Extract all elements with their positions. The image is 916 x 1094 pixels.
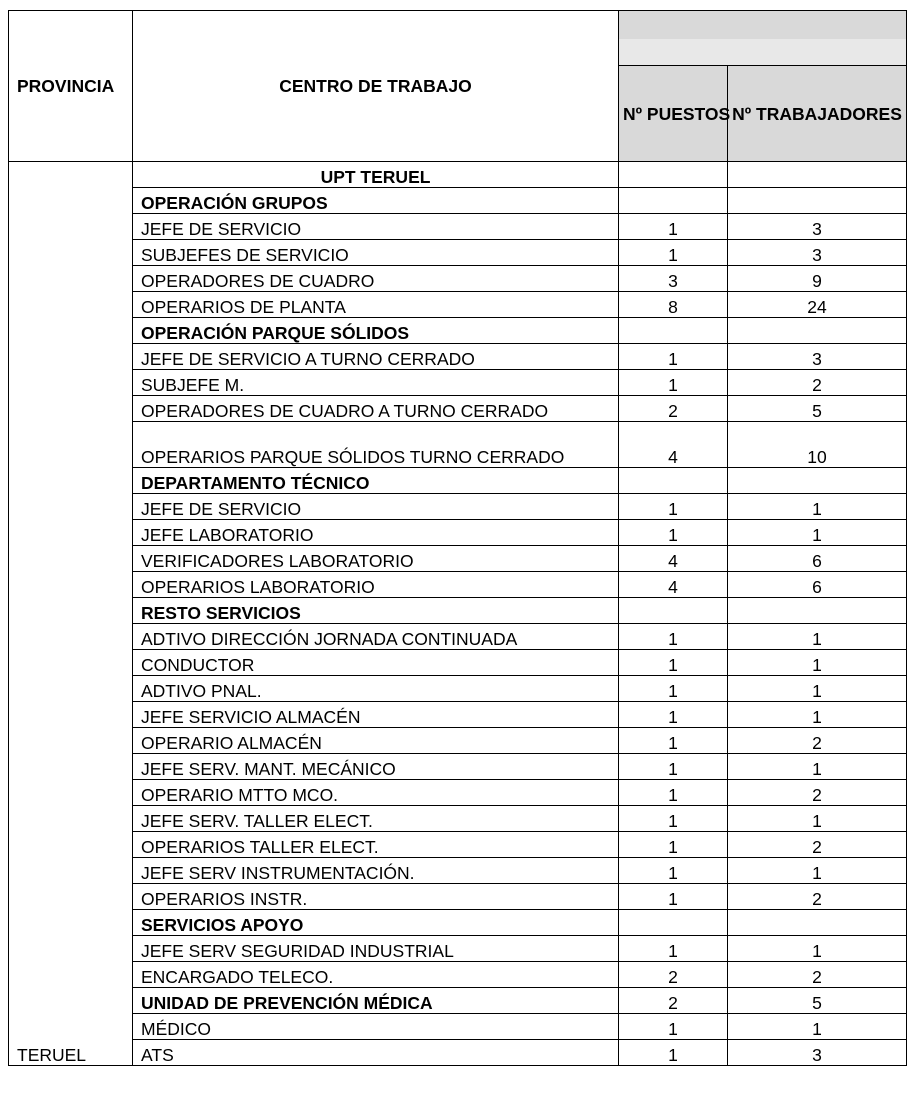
puestos-cell: 1 xyxy=(619,1040,728,1066)
section-label: RESTO SERVICIOS xyxy=(133,598,619,624)
puestos-cell: 1 xyxy=(619,370,728,396)
trabajadores-cell: 24 xyxy=(728,292,907,318)
table-row xyxy=(9,650,907,676)
trabajadores-cell: 3 xyxy=(728,240,907,266)
trabajadores-cell xyxy=(728,162,907,188)
trabajadores-cell xyxy=(728,318,907,344)
row-label: UPT TERUEL xyxy=(133,162,619,188)
trabajadores-cell xyxy=(728,188,907,214)
puestos-cell: 2 xyxy=(619,988,728,1014)
personnel-table xyxy=(8,10,907,1066)
puestos-cell: 1 xyxy=(619,832,728,858)
table-row xyxy=(9,240,907,266)
puestos-cell xyxy=(619,318,728,344)
table-row xyxy=(9,1014,907,1040)
trabajadores-header: Nº TRABAJADORES xyxy=(728,66,907,162)
trabajadores-cell: 1 xyxy=(728,806,907,832)
row-label: JEFE SERV. TALLER ELECT. xyxy=(133,806,619,832)
row-label: VERIFICADORES LABORATORIO xyxy=(133,546,619,572)
row-label: SUBJEFE M. xyxy=(133,370,619,396)
section-label: SERVICIOS APOYO xyxy=(133,910,619,936)
puestos-cell: 1 xyxy=(619,884,728,910)
puestos-cell: 4 xyxy=(619,422,728,468)
puestos-cell: 1 xyxy=(619,858,728,884)
provincia-cell: TERUEL xyxy=(9,162,133,1066)
puestos-cell: 1 xyxy=(619,650,728,676)
section-label: OPERACIÓN PARQUE SÓLIDOS xyxy=(133,318,619,344)
row-label: OPERARIO ALMACÉN xyxy=(133,728,619,754)
trabajadores-cell: 2 xyxy=(728,728,907,754)
header-row-top xyxy=(9,11,907,66)
trabajadores-cell: 5 xyxy=(728,988,907,1014)
section-label: DEPARTAMENTO TÉCNICO xyxy=(133,468,619,494)
trabajadores-cell: 6 xyxy=(728,572,907,598)
table-row xyxy=(9,520,907,546)
centro-header: CENTRO DE TRABAJO xyxy=(133,11,619,162)
table-row xyxy=(9,162,907,188)
table-row xyxy=(9,884,907,910)
trabajadores-cell: 2 xyxy=(728,780,907,806)
puestos-cell xyxy=(619,162,728,188)
shaded-header-inner xyxy=(619,39,906,65)
row-label: JEFE DE SERVICIO xyxy=(133,214,619,240)
table-row xyxy=(9,494,907,520)
trabajadores-cell: 1 xyxy=(728,858,907,884)
table-row xyxy=(9,546,907,572)
row-label: OPERARIOS LABORATORIO xyxy=(133,572,619,598)
row-label: OPERARIOS INSTR. xyxy=(133,884,619,910)
trabajadores-cell: 2 xyxy=(728,962,907,988)
trabajadores-cell: 1 xyxy=(728,936,907,962)
row-label: OPERARIOS DE PLANTA xyxy=(133,292,619,318)
trabajadores-cell: 1 xyxy=(728,650,907,676)
puestos-cell: 1 xyxy=(619,780,728,806)
table-row xyxy=(9,832,907,858)
row-label: ATS xyxy=(133,1040,619,1066)
puestos-cell: 1 xyxy=(619,214,728,240)
trabajadores-cell: 5 xyxy=(728,396,907,422)
table-row xyxy=(9,188,907,214)
puestos-cell: 1 xyxy=(619,344,728,370)
trabajadores-cell: 3 xyxy=(728,214,907,240)
table-row xyxy=(9,344,907,370)
table-row xyxy=(9,422,907,468)
trabajadores-cell: 1 xyxy=(728,624,907,650)
table-row xyxy=(9,624,907,650)
puestos-cell: 1 xyxy=(619,754,728,780)
trabajadores-cell: 3 xyxy=(728,344,907,370)
puestos-cell: 2 xyxy=(619,396,728,422)
row-label: OPERARIO MTTO MCO. xyxy=(133,780,619,806)
table-row xyxy=(9,468,907,494)
row-label: OPERARIOS PARQUE SÓLIDOS TURNO CERRADO xyxy=(133,422,619,468)
table-row xyxy=(9,292,907,318)
trabajadores-cell: 1 xyxy=(728,676,907,702)
puestos-cell xyxy=(619,468,728,494)
row-label: ADTIVO DIRECCIÓN JORNADA CONTINUADA xyxy=(133,624,619,650)
row-label: JEFE SERV INSTRUMENTACIÓN. xyxy=(133,858,619,884)
table-row xyxy=(9,936,907,962)
row-label: OPERARIOS TALLER ELECT. xyxy=(133,832,619,858)
trabajadores-cell: 1 xyxy=(728,702,907,728)
trabajadores-cell xyxy=(728,910,907,936)
row-label: JEFE SERVICIO ALMACÉN xyxy=(133,702,619,728)
row-label: JEFE LABORATORIO xyxy=(133,520,619,546)
table-row xyxy=(9,728,907,754)
shaded-header-band xyxy=(619,11,907,66)
row-label: SUBJEFES DE SERVICIO xyxy=(133,240,619,266)
table-row xyxy=(9,598,907,624)
trabajadores-cell: 6 xyxy=(728,546,907,572)
puestos-cell: 1 xyxy=(619,728,728,754)
puestos-cell: 4 xyxy=(619,546,728,572)
puestos-cell: 1 xyxy=(619,806,728,832)
table-row xyxy=(9,702,907,728)
table-row xyxy=(9,266,907,292)
table-row xyxy=(9,806,907,832)
provincia-header: PROVINCIA xyxy=(9,11,133,162)
puestos-cell: 1 xyxy=(619,624,728,650)
puestos-cell: 8 xyxy=(619,292,728,318)
puestos-cell: 1 xyxy=(619,702,728,728)
puestos-cell xyxy=(619,598,728,624)
table-row xyxy=(9,1040,907,1066)
row-label: CONDUCTOR xyxy=(133,650,619,676)
table-row xyxy=(9,676,907,702)
row-label: JEFE SERV. MANT. MECÁNICO xyxy=(133,754,619,780)
section-label: UNIDAD DE PREVENCIÓN MÉDICA xyxy=(133,988,619,1014)
row-label: MÉDICO xyxy=(133,1014,619,1040)
trabajadores-cell: 10 xyxy=(728,422,907,468)
trabajadores-cell: 2 xyxy=(728,832,907,858)
table-row xyxy=(9,780,907,806)
table-row xyxy=(9,572,907,598)
puestos-cell: 3 xyxy=(619,266,728,292)
table-row xyxy=(9,214,907,240)
trabajadores-cell: 1 xyxy=(728,754,907,780)
puestos-cell: 1 xyxy=(619,1014,728,1040)
trabajadores-cell: 1 xyxy=(728,1014,907,1040)
table-row xyxy=(9,988,907,1014)
puestos-cell: 1 xyxy=(619,676,728,702)
row-label: ENCARGADO TELECO. xyxy=(133,962,619,988)
puestos-cell: 1 xyxy=(619,494,728,520)
puestos-cell: 4 xyxy=(619,572,728,598)
row-label: ADTIVO PNAL. xyxy=(133,676,619,702)
trabajadores-cell: 2 xyxy=(728,370,907,396)
trabajadores-cell: 2 xyxy=(728,884,907,910)
table-row xyxy=(9,910,907,936)
trabajadores-cell xyxy=(728,468,907,494)
row-label: JEFE DE SERVICIO A TURNO CERRADO xyxy=(133,344,619,370)
trabajadores-cell: 1 xyxy=(728,494,907,520)
puestos-cell: 1 xyxy=(619,240,728,266)
table-row xyxy=(9,962,907,988)
trabajadores-cell: 9 xyxy=(728,266,907,292)
row-label: JEFE SERV SEGURIDAD INDUSTRIAL xyxy=(133,936,619,962)
section-label: OPERACIÓN GRUPOS xyxy=(133,188,619,214)
puestos-cell: 2 xyxy=(619,962,728,988)
table-row xyxy=(9,318,907,344)
puestos-cell: 1 xyxy=(619,936,728,962)
table-row xyxy=(9,754,907,780)
table-row xyxy=(9,396,907,422)
trabajadores-cell xyxy=(728,598,907,624)
trabajadores-cell: 3 xyxy=(728,1040,907,1066)
puestos-cell xyxy=(619,188,728,214)
row-label: OPERADORES DE CUADRO xyxy=(133,266,619,292)
row-label: JEFE DE SERVICIO xyxy=(133,494,619,520)
trabajadores-cell: 1 xyxy=(728,520,907,546)
row-label: OPERADORES DE CUADRO A TURNO CERRADO xyxy=(133,396,619,422)
puestos-cell xyxy=(619,910,728,936)
table-row xyxy=(9,858,907,884)
table-row xyxy=(9,370,907,396)
puestos-cell: 1 xyxy=(619,520,728,546)
puestos-header: Nº PUESTOS xyxy=(619,66,728,162)
